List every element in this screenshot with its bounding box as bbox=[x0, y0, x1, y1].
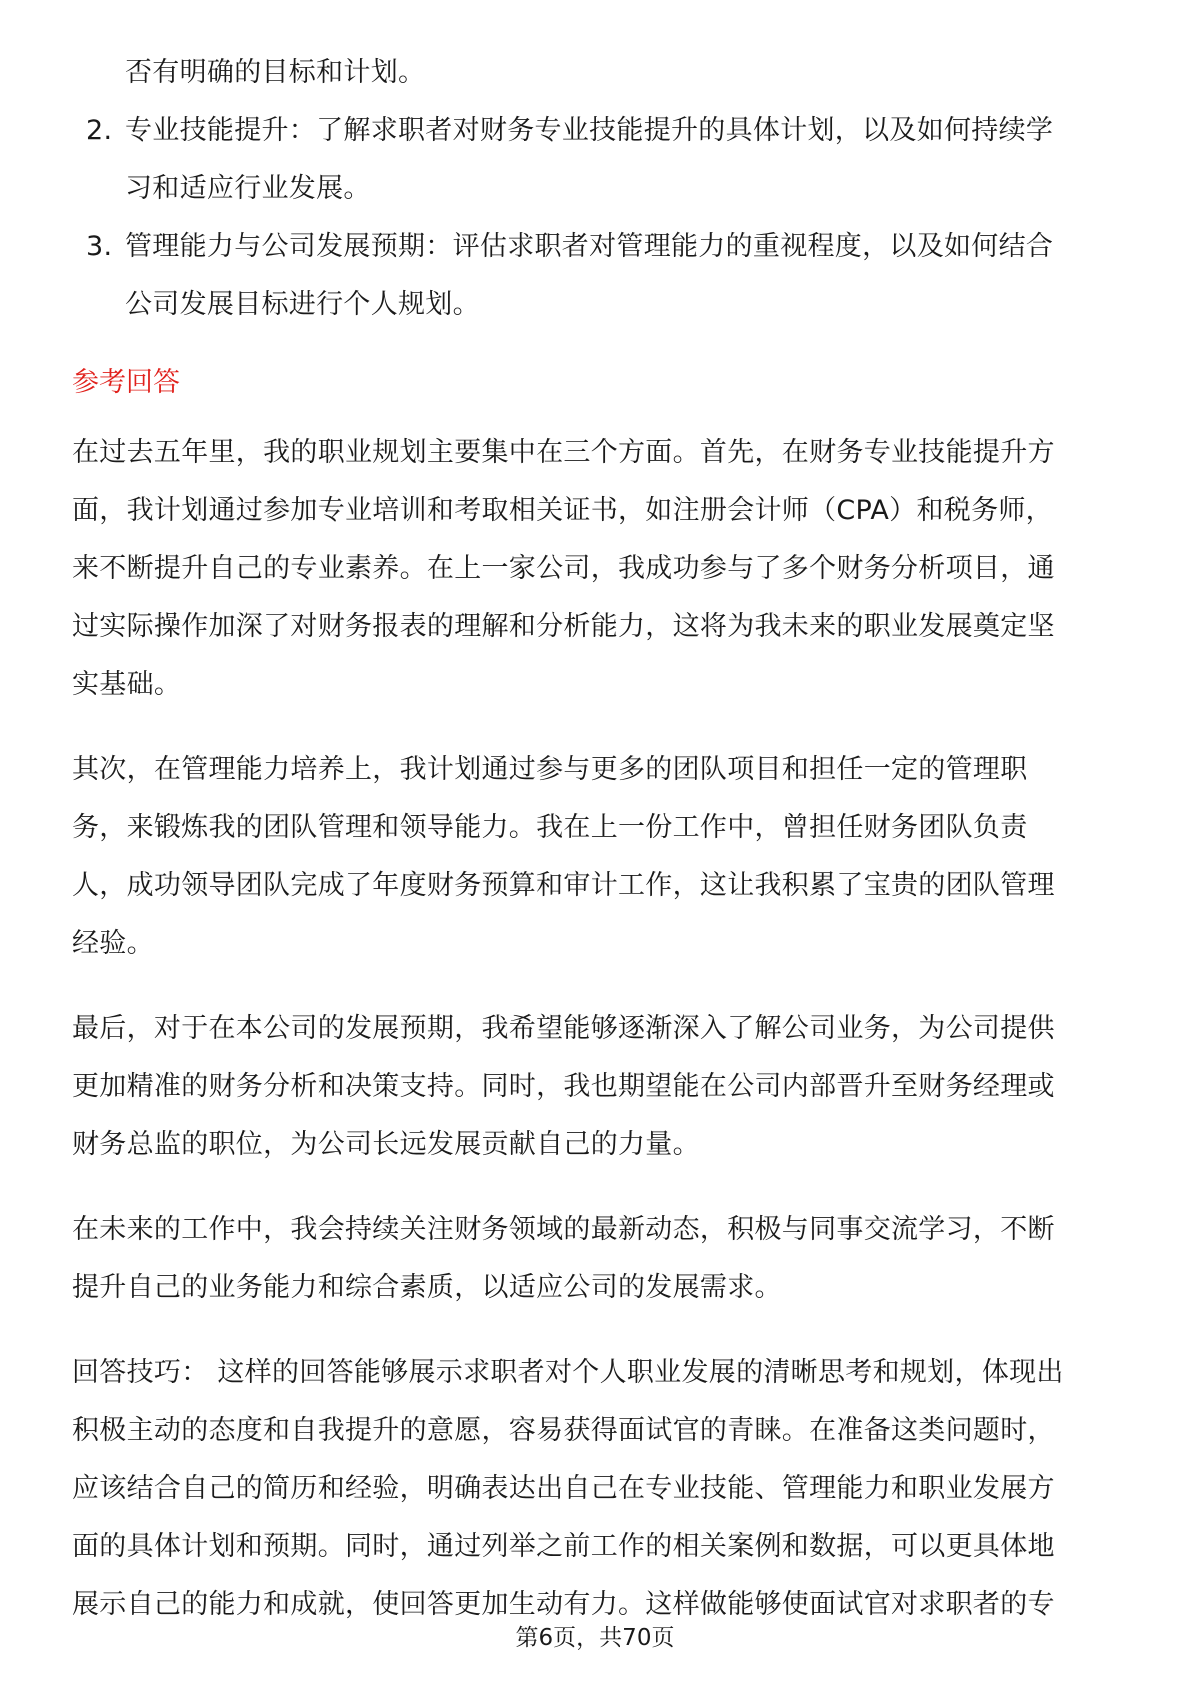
list-number: 3. bbox=[86, 231, 113, 262]
paragraph-line: 人，成功领导团队完成了年度财务预算和审计工作，这让我积累了宝贵的团队管理 bbox=[72, 870, 1055, 901]
paragraph-line: 面，我计划通过参加专业培训和考取相关证书，如注册会计师（CPA）和税务师， bbox=[72, 495, 1053, 526]
paragraph-line: 来不断提升自己的专业素养。在上一家公司，我成功参与了多个财务分析项目，通 bbox=[72, 553, 1055, 584]
list-line: 专业技能提升：了解求职者对财务专业技能提升的具体计划，以及如何持续学 bbox=[125, 115, 1054, 146]
paragraph-line: 面的具体计划和预期。同时，通过列举之前工作的相关案例和数据，可以更具体地 bbox=[72, 1531, 1055, 1562]
paragraph-line: 回答技巧： 这样的回答能够展示求职者对个人职业发展的清晰思考和规划，体现出 bbox=[72, 1357, 1064, 1388]
paragraph-4 bbox=[72, 1201, 1118, 1317]
evaluation-points-list bbox=[72, 44, 1118, 334]
paragraph-line: 财务总监的职位，为公司长远发展贡献自己的力量。 bbox=[72, 1129, 700, 1160]
list-item-3 bbox=[72, 218, 1118, 334]
paragraph-line: 务，来锻炼我的团队管理和领导能力。我在上一份工作中，曾担任财务团队负责 bbox=[72, 812, 1028, 843]
paragraph-line: 提升自己的业务能力和综合素质，以适应公司的发展需求。 bbox=[72, 1272, 782, 1303]
paragraph-line: 应该结合自己的简历和经验，明确表达出自己在专业技能、管理能力和职业发展方 bbox=[72, 1473, 1055, 1504]
paragraph-3 bbox=[72, 1000, 1118, 1174]
paragraph-line: 实基础。 bbox=[72, 669, 182, 700]
list-line: 否有明确的目标和计划。 bbox=[125, 57, 426, 88]
list-number: 2. bbox=[86, 115, 113, 146]
paragraph-line: 过实际操作加深了对财务报表的理解和分析能力，这将为我未来的职业发展奠定坚 bbox=[72, 611, 1055, 642]
paragraph-line: 在未来的工作中，我会持续关注财务领域的最新动态，积极与同事交流学习，不断 bbox=[72, 1214, 1055, 1245]
paragraph-line: 在过去五年里，我的职业规划主要集中在三个方面。首先，在财务专业技能提升方 bbox=[72, 437, 1055, 468]
paragraph-line: 积极主动的态度和自我提升的意愿，容易获得面试官的青睐。在准备这类问题时， bbox=[72, 1415, 1055, 1446]
list-item-continued bbox=[72, 44, 1118, 102]
list-line: 公司发展目标进行个人规划。 bbox=[125, 289, 480, 320]
paragraph-line: 展示自己的能力和成就，使回答更加生动有力。这样做能够使面试官对求职者的专 bbox=[72, 1589, 1055, 1620]
paragraph-answer-tips bbox=[72, 1344, 1118, 1634]
list-item-2 bbox=[72, 102, 1118, 218]
list-line: 习和适应行业发展。 bbox=[125, 173, 371, 204]
list-line: 管理能力与公司发展预期：评估求职者对管理能力的重视程度，以及如何结合 bbox=[125, 231, 1054, 262]
paragraph-line: 更加精准的财务分析和决策支持。同时，我也期望能在公司内部晋升至财务经理或 bbox=[72, 1071, 1055, 1102]
paragraph-1 bbox=[72, 424, 1118, 714]
section-heading-reference-answer: 参考回答 bbox=[72, 367, 180, 398]
page-number-footer: 第6页，共70页 bbox=[515, 1625, 675, 1651]
paragraph-line: 经验。 bbox=[72, 928, 154, 959]
page-content bbox=[72, 44, 1118, 1661]
paragraph-line: 最后，对于在本公司的发展预期，我希望能够逐渐深入了解公司业务，为公司提供 bbox=[72, 1013, 1055, 1044]
paragraph-2 bbox=[72, 741, 1118, 973]
paragraph-line: 其次，在管理能力培养上，我计划通过参与更多的团队项目和担任一定的管理职 bbox=[72, 754, 1028, 785]
